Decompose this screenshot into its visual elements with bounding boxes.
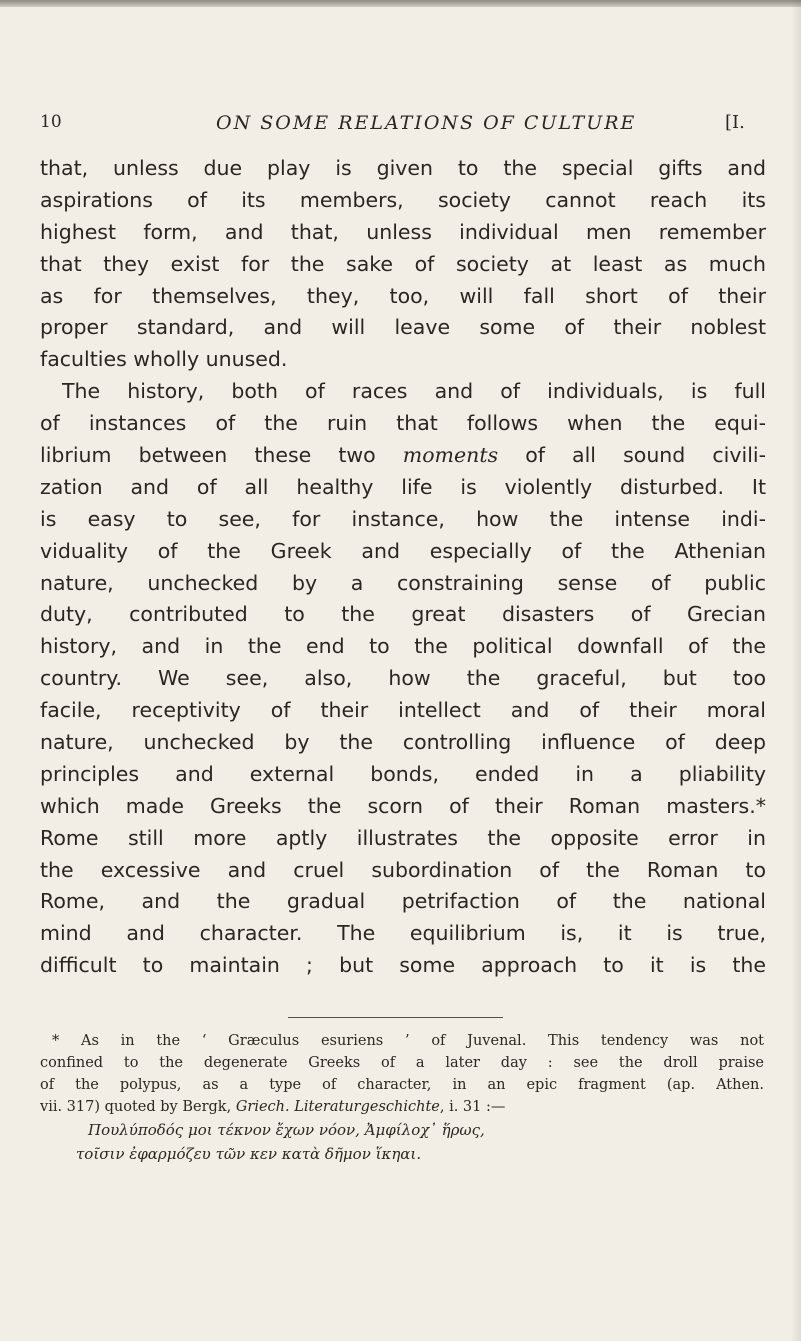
footnote-rule bbox=[288, 1017, 503, 1018]
body-text bbox=[40, 153, 766, 982]
text-line: Rome still more aptly illustrates the opposite error in bbox=[40, 825, 766, 850]
text-line: the excessive and cruel subordination of the Roman to bbox=[40, 857, 766, 882]
text-run: , i. 31 :— bbox=[439, 1099, 506, 1115]
text-line: Rome, and the gradual petrifaction of the national bbox=[40, 889, 766, 914]
footnote-line: * As in the ‘ Græculus esuriens ’ of Juvenal. This tendency was not bbox=[52, 1033, 764, 1049]
text-line: facile, receptivity of their intellect and of their moral bbox=[40, 698, 766, 723]
footnote-line: of the polypus, as a type of character, in an epic fragment (ap. Athen. bbox=[40, 1077, 764, 1093]
text-line: history, and in the end to the political downfall of the bbox=[40, 634, 766, 659]
text-line: nature, unchecked by the controlling influence of deep bbox=[40, 730, 766, 755]
text-line: as for themselves, they, too, will fall short of their bbox=[40, 283, 766, 308]
greek-verse-line: τοῖσιν ἐφαρμόζευ τῶν κεν κατὰ δῆμον ἵκηαι. bbox=[76, 1145, 422, 1163]
footnote bbox=[40, 1030, 764, 1166]
text-line: that, unless due play is given to the special gifts and bbox=[40, 156, 766, 180]
text-line: nature, unchecked by a constraining sense of public bbox=[40, 570, 766, 595]
text-line: aspirations of its members, society cannot reach its bbox=[40, 187, 766, 212]
text-line: is easy to see, for instance, how the intense indi- bbox=[40, 506, 766, 531]
running-header bbox=[40, 112, 770, 142]
text-run: of all sound civili- bbox=[498, 443, 766, 468]
running-title: ON SOME RELATIONS OF CULTURE bbox=[216, 112, 637, 134]
text-line: difficult to maintain ; but some approach to it is the bbox=[40, 953, 766, 978]
text-line: highest form, and that, unless individual men remember bbox=[40, 219, 766, 244]
page-top-edge bbox=[0, 0, 801, 7]
page-number: 10 bbox=[40, 112, 62, 132]
text-line: country. We see, also, how the graceful, but too bbox=[40, 666, 766, 691]
book-title: Griech. Literaturgeschichte bbox=[235, 1099, 440, 1115]
text-line: viduality of the Greek and especially of the Athenian bbox=[40, 538, 766, 563]
text-line: zation and of all healthy life is violently disturbed. It bbox=[40, 474, 766, 499]
text-line: mind and character. The equilibrium is, it is true, bbox=[40, 921, 766, 946]
text-line: faculties wholly unused. bbox=[40, 347, 288, 372]
text-line bbox=[40, 440, 766, 472]
text-run: librium between these two bbox=[40, 443, 403, 468]
text-line: duty, contributed to the great disasters of Grecian bbox=[40, 602, 766, 627]
text-line: which made Greeks the scorn of their Roman masters.* bbox=[40, 793, 766, 818]
text-run: vii. 317) quoted by Bergk, bbox=[40, 1099, 236, 1115]
footnote-line bbox=[40, 1096, 764, 1118]
text-line: principles and external bonds, ended in a pliability bbox=[40, 761, 766, 786]
greek-verse-line: Πουλύποδός μοι τέκνον ἔχων νόον, Ἀμφίλοχ᾽ ἥρως, bbox=[88, 1121, 485, 1139]
page-right-edge bbox=[791, 0, 801, 1341]
text-line: The history, both of races and of individuals, is full bbox=[62, 379, 766, 404]
section-mark: [I. bbox=[725, 112, 745, 133]
text-line: that they exist for the sake of society at least as much bbox=[40, 251, 766, 276]
text-line: of instances of the ruin that follows when the equi- bbox=[40, 411, 766, 436]
text-line: proper standard, and will leave some of their noblest bbox=[40, 315, 766, 340]
italic-term: moments bbox=[402, 443, 499, 468]
footnote-line: confined to the degenerate Greeks of a later day : see the droll praise bbox=[40, 1055, 764, 1071]
